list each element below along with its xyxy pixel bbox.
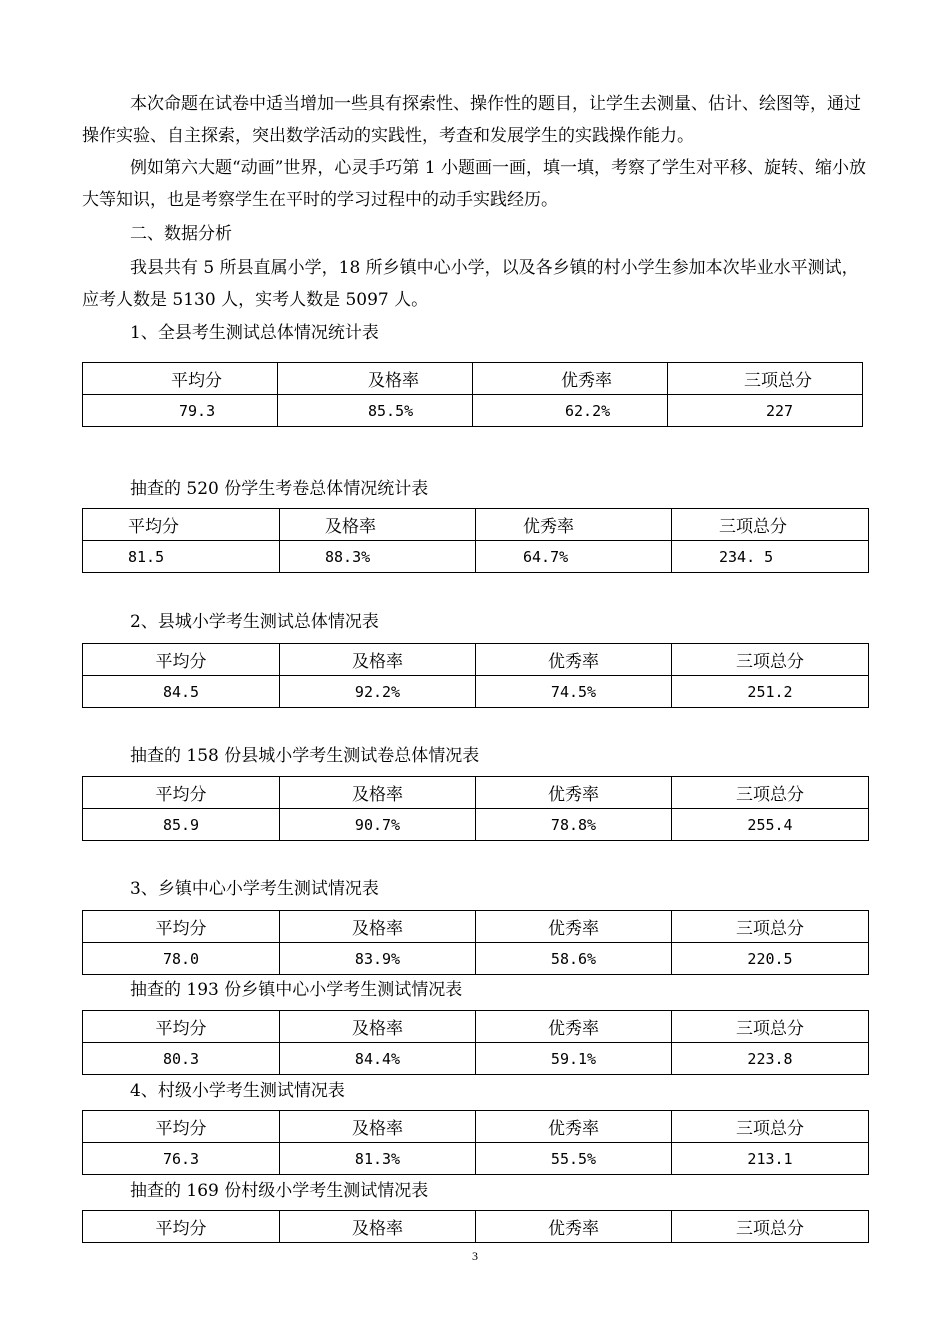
cell-average-score: 81.5 — [83, 541, 280, 573]
cell-pass-rate: 84.4% — [280, 1043, 476, 1075]
table-caption: 抽查的 193 份乡镇中心小学考生测试情况表 — [130, 980, 463, 1000]
header-excellent-rate: 优秀率 — [476, 644, 672, 676]
cell-excellent-rate: 59.1% — [476, 1043, 672, 1075]
table-header-row — [83, 363, 863, 395]
header-average-score: 平均分 — [83, 644, 280, 676]
table-header-row — [83, 509, 869, 541]
header-excellent-rate: 优秀率 — [473, 363, 668, 395]
header-pass-rate: 及格率 — [280, 777, 476, 809]
stats-table-urban-schools — [82, 643, 869, 708]
table-caption: 3、乡镇中心小学考生测试情况表 — [130, 879, 379, 899]
stats-table-sample-158 — [82, 776, 869, 841]
cell-total-score: 251.2 — [672, 676, 869, 708]
header-average-score: 平均分 — [83, 777, 280, 809]
header-excellent-rate: 优秀率 — [476, 1011, 672, 1043]
header-pass-rate: 及格率 — [280, 644, 476, 676]
cell-excellent-rate: 58.6% — [476, 943, 672, 975]
table-caption: 1、全县考生测试总体情况统计表 — [130, 323, 379, 343]
table-header-row — [83, 1211, 869, 1243]
table-row — [83, 395, 863, 427]
header-total-score: 三项总分 — [668, 363, 863, 395]
cell-average-score: 85.9 — [83, 809, 280, 841]
cell-average-score: 84.5 — [83, 676, 280, 708]
table-row — [83, 541, 869, 573]
stats-table-sample-169 — [82, 1210, 869, 1243]
table-caption: 抽查的 520 份学生考卷总体情况统计表 — [130, 479, 429, 499]
cell-excellent-rate: 62.2% — [473, 395, 668, 427]
table-header-row — [83, 911, 869, 943]
cell-pass-rate: 85.5% — [278, 395, 473, 427]
table-caption: 抽查的 158 份县城小学考生测试卷总体情况表 — [130, 746, 480, 766]
header-total-score: 三项总分 — [672, 1111, 869, 1143]
stats-table-village-schools — [82, 1110, 869, 1175]
cell-excellent-rate: 78.8% — [476, 809, 672, 841]
table-caption: 2、县城小学考生测试总体情况表 — [130, 612, 379, 632]
stats-table-sample-520 — [82, 508, 869, 573]
header-average-score: 平均分 — [83, 363, 278, 395]
header-average-score: 平均分 — [83, 509, 280, 541]
cell-pass-rate: 83.9% — [280, 943, 476, 975]
paragraph-example-sixth-question: 例如第六大题“动画”世界，心灵手巧第 1 小题画一画，填一填，考察了学生对平移、旋转、缩小放大等知识，也是考察学生在平时的学习过程中的动手实践经历。 — [82, 158, 867, 210]
header-average-score: 平均分 — [83, 911, 280, 943]
cell-total-score: 227 — [668, 395, 863, 427]
cell-average-score: 79.3 — [83, 395, 278, 427]
header-average-score: 平均分 — [83, 1111, 280, 1143]
header-excellent-rate: 优秀率 — [476, 911, 672, 943]
cell-total-score: 220.5 — [672, 943, 869, 975]
cell-pass-rate: 92.2% — [280, 676, 476, 708]
header-average-score: 平均分 — [83, 1211, 280, 1243]
table-row — [83, 809, 869, 841]
stats-table-township-schools — [82, 910, 869, 975]
paragraph-participant-counts: 我县共有 5 所县直属小学，18 所乡镇中心小学，以及各乡镇的村小学生参加本次毕业水平测试，应考人数是 5130 人，实考人数是 5097 人。 — [82, 258, 859, 310]
table-header-row — [83, 777, 869, 809]
header-pass-rate: 及格率 — [280, 911, 476, 943]
table-row — [83, 1043, 869, 1075]
cell-total-score: 213.1 — [672, 1143, 869, 1175]
cell-total-score: 255.4 — [672, 809, 869, 841]
cell-pass-rate: 81.3% — [280, 1143, 476, 1175]
header-pass-rate: 及格率 — [280, 1111, 476, 1143]
table-header-row — [83, 1111, 869, 1143]
header-total-score: 三项总分 — [672, 911, 869, 943]
header-total-score: 三项总分 — [672, 509, 869, 541]
header-total-score: 三项总分 — [672, 777, 869, 809]
header-total-score: 三项总分 — [672, 1011, 869, 1043]
header-pass-rate: 及格率 — [280, 1011, 476, 1043]
header-excellent-rate: 优秀率 — [476, 1211, 672, 1243]
page-number: 3 — [472, 1249, 478, 1263]
table-caption: 4、村级小学考生测试情况表 — [130, 1081, 345, 1101]
header-pass-rate: 及格率 — [278, 363, 473, 395]
stats-table-county-overall — [82, 362, 863, 427]
header-average-score: 平均分 — [83, 1011, 280, 1043]
table-row — [83, 943, 869, 975]
cell-excellent-rate: 74.5% — [476, 676, 672, 708]
header-excellent-rate: 优秀率 — [476, 1111, 672, 1143]
cell-total-score: 223.8 — [672, 1043, 869, 1075]
paragraph-exploratory-questions: 本次命题在试卷中适当增加一些具有探索性、操作性的题目，让学生去测量、估计、绘图等，通过操作实验、自主探索，突出数学活动的实践性，考查和发展学生的实践操作能力。 — [82, 94, 861, 146]
cell-excellent-rate: 55.5% — [476, 1143, 672, 1175]
cell-average-score: 80.3 — [83, 1043, 280, 1075]
cell-pass-rate: 88.3% — [280, 541, 476, 573]
header-excellent-rate: 优秀率 — [476, 777, 672, 809]
table-row — [83, 1143, 869, 1175]
header-total-score: 三项总分 — [672, 1211, 869, 1243]
section-heading-data-analysis: 二、数据分析 — [130, 224, 232, 244]
cell-total-score: 234. 5 — [672, 541, 869, 573]
stats-table-sample-193 — [82, 1010, 869, 1075]
table-header-row — [83, 1011, 869, 1043]
cell-excellent-rate: 64.7% — [476, 541, 672, 573]
table-row — [83, 676, 869, 708]
header-excellent-rate: 优秀率 — [476, 509, 672, 541]
cell-average-score: 78.0 — [83, 943, 280, 975]
header-pass-rate: 及格率 — [280, 509, 476, 541]
cell-pass-rate: 90.7% — [280, 809, 476, 841]
header-total-score: 三项总分 — [672, 644, 869, 676]
table-header-row — [83, 644, 869, 676]
header-pass-rate: 及格率 — [280, 1211, 476, 1243]
table-caption: 抽查的 169 份村级小学考生测试情况表 — [130, 1181, 429, 1201]
cell-average-score: 76.3 — [83, 1143, 280, 1175]
